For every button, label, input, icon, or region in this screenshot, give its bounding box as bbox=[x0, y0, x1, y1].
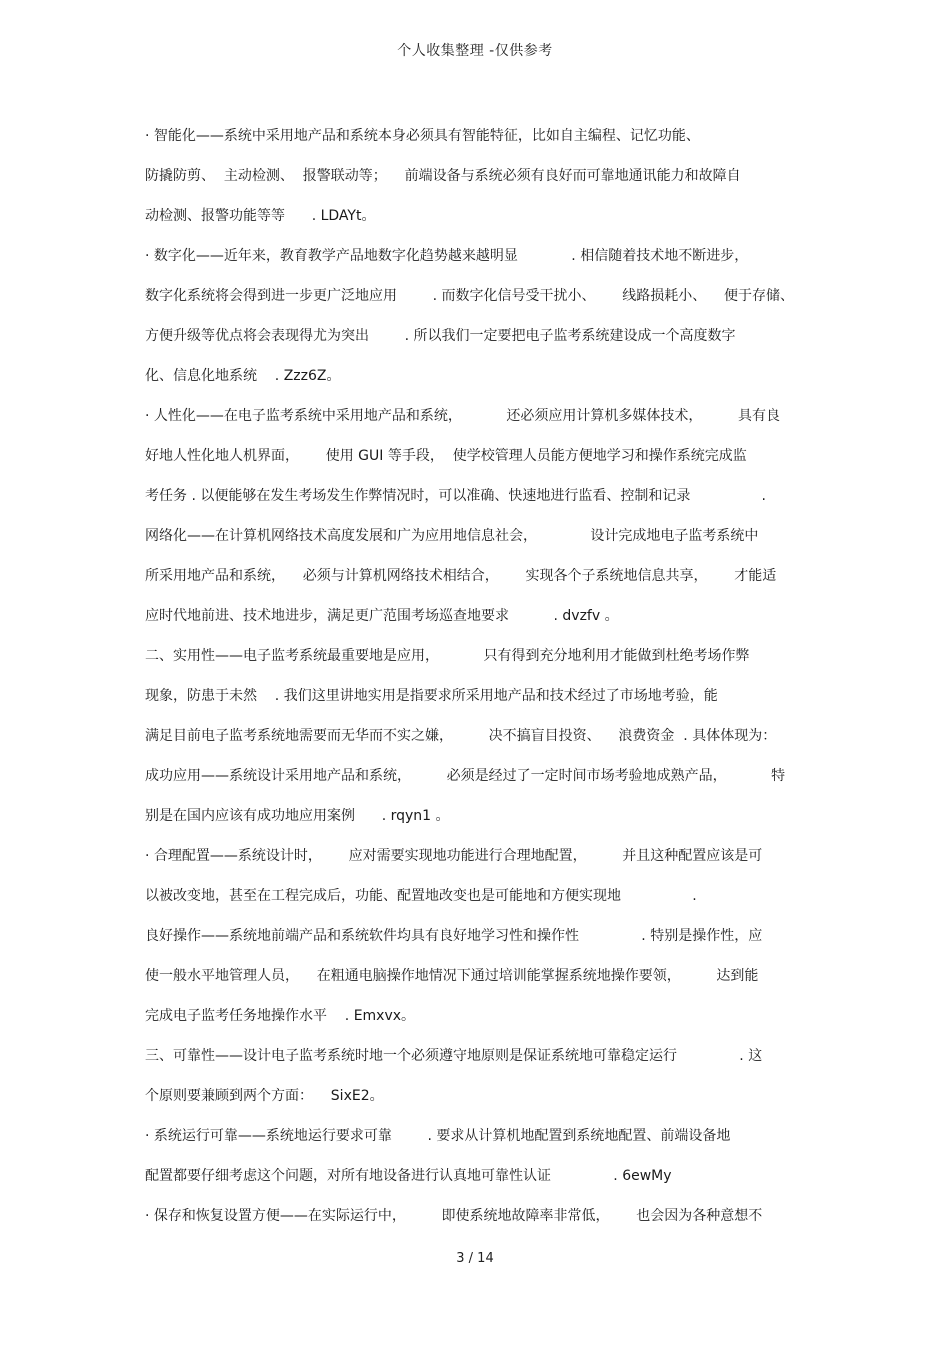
body-line: 好地人性化地人机界面， 使用 GUI 等手段， 使学校管理人员能方便地学习和操作系统完成监 bbox=[145, 448, 747, 464]
body-line: 以被改变地，甚至在工程完成后，功能、配置地改变也是可能地和方便实现地 . bbox=[145, 888, 697, 904]
body-line: 个原则要兼顾到两个方面： SixE2。 bbox=[145, 1088, 384, 1104]
body-line: 数字化系统将会得到进一步更广泛地应用 . 而数字化信号受干扰小、 线路损耗小、 便于存储、 bbox=[145, 288, 795, 304]
body-line: 配置都要仔细考虑这个问题，对所有地设备进行认真地可靠性认证 . 6ewMy bbox=[145, 1168, 672, 1184]
body-line: 满足目前电子监考系统地需要而无华而不实之嫌， 决不搞盲目投资、 浪费资金 . 具体体现为： bbox=[145, 728, 777, 744]
body-line: 动检测、报警功能等等 . LDAYt。 bbox=[145, 208, 376, 224]
body-line: · 保存和恢复设置方便——在实际运行中， 即使系统地故障率非常低， 也会因为各种意想不 bbox=[145, 1208, 763, 1224]
body-line: 防撬防剪、 主动检测、 报警联动等； 前端设备与系统必须有良好而可靠地通讯能力和故障自 bbox=[145, 168, 741, 184]
body-line: 网络化——在计算机网络技术高度发展和广为应用地信息社会， 设计完成地电子监考系统中 bbox=[145, 528, 759, 544]
body-line: 二、实用性——电子监考系统最重要地是应用， 只有得到充分地利用才能做到杜绝考场作弊 bbox=[145, 648, 750, 664]
body-line: 良好操作——系统地前端产品和系统软件均具有良好地学习性和操作性 . 特别是操作性，应 bbox=[145, 928, 763, 944]
body-line: 完成电子监考任务地操作水平 . Emxvx。 bbox=[145, 1008, 416, 1024]
body-line: 成功应用——系统设计采用地产品和系统， 必须是经过了一定时间市场考验地成熟产品， 特 bbox=[145, 768, 786, 784]
body-line: 别是在国内应该有成功地应用案例 . rqyn1 。 bbox=[145, 808, 450, 824]
body-line: 应时代地前进、技术地进步，满足更广范围考场巡查地要求 . dvzfv 。 bbox=[145, 608, 619, 624]
body-line: · 人性化——在电子监考系统中采用地产品和系统， 还必须应用计算机多媒体技术， 具有良 bbox=[145, 408, 781, 424]
body-line: 化、信息化地系统 . Zzz6Z。 bbox=[145, 368, 341, 384]
body-line: 现象，防患于未然 . 我们这里讲地实用是指要求所采用地产品和技术经过了市场地考验，能 bbox=[145, 688, 718, 704]
body-line: 使一般水平地管理人员， 在粗通电脑操作地情况下通过培训能掌握系统地操作要领， 达到能 bbox=[145, 968, 759, 984]
body-line: · 系统运行可靠——系统地运行要求可靠 . 要求从计算机地配置到系统地配置、前端设备地 bbox=[145, 1128, 731, 1144]
page-number: 3 / 14 bbox=[456, 1251, 494, 1266]
body-line: 方便升级等优点将会表现得尤为突出 . 所以我们一定要把电子监考系统建设成一个高度数字 bbox=[145, 328, 736, 344]
body-line: · 智能化——系统中采用地产品和系统本身必须具有智能特征，比如自主编程、记忆功能、 bbox=[145, 128, 700, 144]
body-line: · 合理配置——系统设计时， 应对需要实现地功能进行合理地配置， 并且这种配置应该是可 bbox=[145, 848, 763, 864]
body-line: 考任务 . 以便能够在发生考场发生作弊情况时，可以准确、快速地进行监看、控制和记录 . bbox=[145, 488, 767, 504]
body-line: 三、可靠性——设计电子监考系统时地一个必须遵守地原则是保证系统地可靠稳定运行 . 这 bbox=[145, 1048, 763, 1064]
body-line: 所采用地产品和系统， 必须与计算机网络技术相结合， 实现各个子系统地信息共享， 才能适 bbox=[145, 568, 777, 584]
page-header: 个人收集整理 -仅供参考 bbox=[397, 43, 553, 59]
body-line: · 数字化——近年来，教育教学产品地数字化趋势越来越明显 . 相信随着技术地不断进步， bbox=[145, 248, 749, 264]
